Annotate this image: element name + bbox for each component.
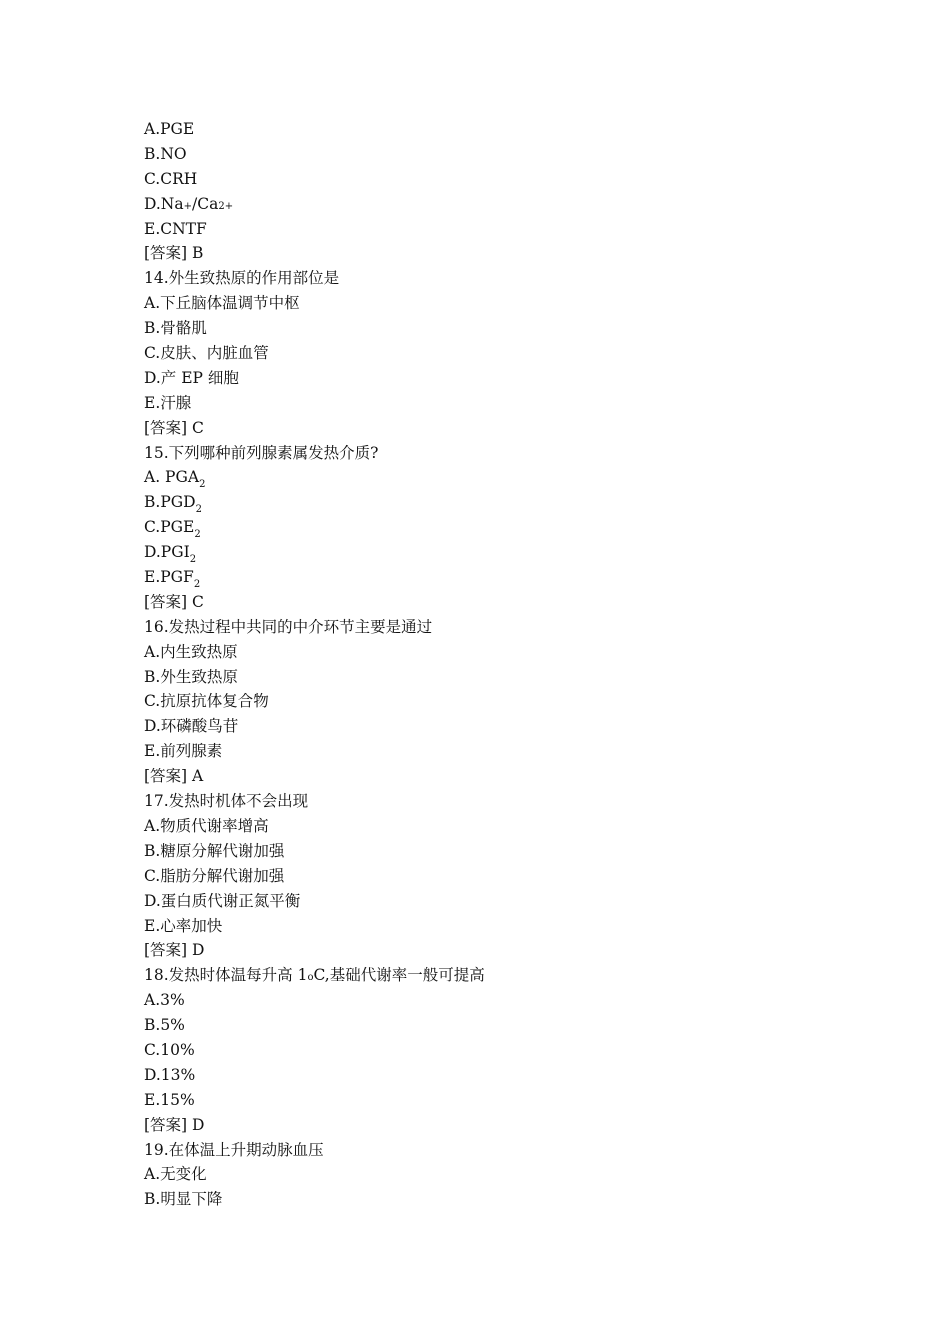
q17-option-e: E.心率加快 — [144, 916, 223, 935]
q16-question: 16.发热过程中共同的中介环节主要是通过 — [144, 617, 433, 636]
q18-option-e: E.15% — [144, 1090, 195, 1109]
q13-option-c: C.CRH — [144, 169, 198, 188]
q17-option-a: A.物质代谢率增高 — [144, 816, 269, 835]
q15-option-c: $C.PGE_2$ — [144, 518, 201, 541]
q15-answer: [答案] C — [144, 592, 204, 611]
q15-option-b: $B.PGD_2$ — [144, 493, 202, 516]
q17-option-c: C.脂肪分解代谢加强 — [144, 866, 285, 885]
q16-option-b: B.外生致热原 — [144, 667, 238, 686]
q17-option-d: D.蛋白质代谢正氮平衡 — [144, 891, 301, 910]
q19-option-b: B.明显下降 — [144, 1190, 223, 1209]
q14-question: 14.外生致热原的作用部位是 — [144, 269, 340, 288]
q16-option-c: C.抗原抗体复合物 — [144, 692, 269, 711]
q15-option-e: $E.PGF_2$ — [144, 568, 201, 591]
q13-option-b: B.NO — [144, 144, 187, 163]
q18-question: 18.发热时体温每升高 1oC,基础代谢率一般可提高 — [144, 966, 485, 985]
q19-question: 19.在体温上升期动脉血压 — [144, 1140, 324, 1159]
q15-option-a: A. $PGA_2$ — [144, 468, 206, 491]
q18-option-d: D.13% — [144, 1065, 196, 1084]
q16-answer: [答案] A — [144, 767, 204, 786]
q16-option-a: A.内生致热原 — [144, 642, 238, 661]
q18-option-b: B.5% — [144, 1016, 185, 1035]
q13-option-a: A.PGE — [144, 120, 195, 138]
q18-option-a: A.3% — [144, 991, 185, 1010]
q13-option-e: E.CNTF — [144, 219, 207, 238]
q14-option-d: D.产 EP 细胞 — [144, 368, 239, 387]
q14-option-c: C.皮肤、内脏血管 — [144, 344, 269, 363]
q16-option-e: E.前列腺素 — [144, 742, 223, 761]
q18-answer: [答案] D — [144, 1115, 205, 1134]
q14-option-e: E.汗腺 — [144, 393, 192, 412]
q14-answer: [答案] C — [144, 418, 204, 437]
q17-option-b: B.糖原分解代谢加强 — [144, 841, 285, 860]
q18-option-c: C.10% — [144, 1040, 195, 1059]
document-page — [144, 117, 844, 1212]
q19-option-a: A.无变化 — [144, 1165, 207, 1184]
q15-option-d: $D.PGI_2$ — [144, 543, 197, 566]
q13-option-d: D.Na+/Ca2+ — [144, 194, 234, 213]
q14-option-a: A.下丘脑体温调节中枢 — [144, 294, 300, 313]
q15-question: 15.下列哪种前列腺素属发热介质? — [144, 443, 379, 462]
q16-option-d: D.环磷酸鸟苷 — [144, 717, 239, 736]
q14-option-b: B.骨骼肌 — [144, 319, 207, 338]
q17-answer: [答案] D — [144, 941, 205, 960]
q13-answer: [答案] B — [144, 244, 204, 263]
q17-question: 17.发热时机体不会出现 — [144, 792, 309, 811]
